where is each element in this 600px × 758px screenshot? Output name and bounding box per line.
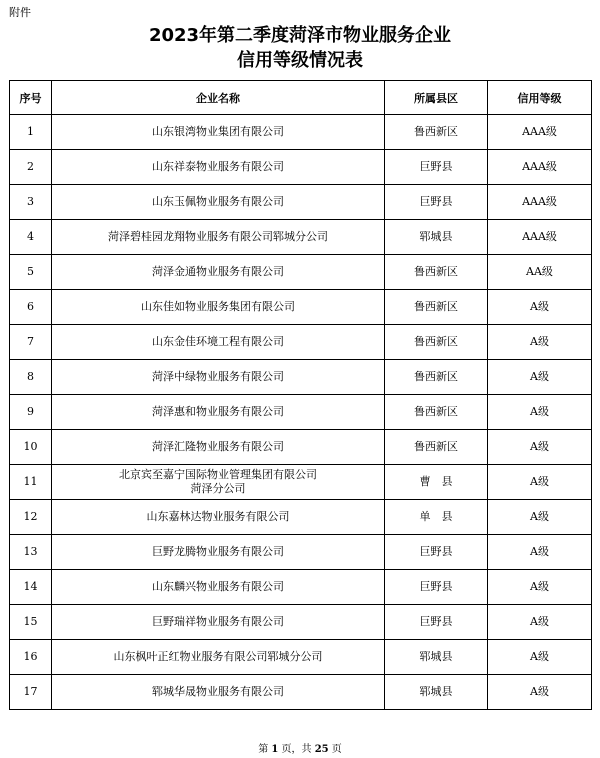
page-title: 2023年第二季度菏泽市物业服务企业	[148, 25, 452, 46]
rating-cell: AAA级	[488, 185, 592, 220]
district-cell: 鲁西新区	[385, 430, 488, 465]
column-header-company: 企业名称	[52, 81, 385, 115]
company-name-cell: 菏泽金通物业服务有限公司	[52, 255, 385, 290]
credit-rating-table	[9, 80, 592, 710]
row-number-cell: 2	[10, 150, 52, 185]
table-row	[10, 430, 592, 465]
table-row	[10, 115, 592, 150]
table-row	[10, 570, 592, 605]
company-name-cell: 巨野龙腾物业服务有限公司	[52, 535, 385, 570]
company-name-cell: 菏泽汇隆物业服务有限公司	[52, 430, 385, 465]
district-cell: 郓城县	[385, 675, 488, 710]
table-row	[10, 220, 592, 255]
row-number-cell: 6	[10, 290, 52, 325]
column-header-number: 序号	[10, 81, 52, 115]
table-row	[10, 605, 592, 640]
district-cell: 郓城县	[385, 220, 488, 255]
column-header-district: 所属县区	[385, 81, 488, 115]
company-name-cell: 山东祥泰物业服务有限公司	[52, 150, 385, 185]
district-cell: 鲁西新区	[385, 395, 488, 430]
company-name-cell: 山东佳如物业服务集团有限公司	[52, 290, 385, 325]
company-name-cell: 山东玉佩物业服务有限公司	[52, 185, 385, 220]
district-cell: 巨野县	[385, 570, 488, 605]
rating-cell: A级	[488, 325, 592, 360]
footer-middle: 页，共	[278, 744, 315, 755]
company-name-line2: 菏泽分公司	[190, 482, 246, 495]
row-number-cell: 15	[10, 605, 52, 640]
company-name-cell: 山东枫叶正红物业服务有限公司郓城分公司	[52, 640, 385, 675]
rating-cell: AAA级	[488, 115, 592, 150]
row-number-cell: 16	[10, 640, 52, 675]
rating-cell: A级	[488, 395, 592, 430]
footer-prefix: 第	[258, 744, 272, 755]
table-row	[10, 185, 592, 220]
district-cell: 鲁西新区	[385, 360, 488, 395]
table-row	[10, 255, 592, 290]
row-number-cell: 17	[10, 675, 52, 710]
company-name-cell: 山东金佳环境工程有限公司	[52, 325, 385, 360]
rating-cell: A级	[488, 360, 592, 395]
row-number-cell: 10	[10, 430, 52, 465]
company-name-line1: 北京宾至嘉宁国际物业管理集团有限公司	[119, 468, 317, 481]
rating-cell: A级	[488, 675, 592, 710]
company-name-cell: 山东银湾物业集团有限公司	[52, 115, 385, 150]
row-number-cell: 9	[10, 395, 52, 430]
row-number-cell: 7	[10, 325, 52, 360]
company-name-cell: 山东嘉林达物业服务有限公司	[52, 500, 385, 535]
district-cell: 巨野县	[385, 150, 488, 185]
table-row	[10, 500, 592, 535]
district-cell: 郓城县	[385, 640, 488, 675]
row-number-cell: 1	[10, 115, 52, 150]
table-header-row	[10, 81, 592, 115]
company-name-cell: 菏泽惠和物业服务有限公司	[52, 395, 385, 430]
company-name-cell: 山东麟兴物业服务有限公司	[52, 570, 385, 605]
page-subtitle: 信用等级情况表	[237, 50, 363, 71]
table-row	[10, 675, 592, 710]
rating-cell: AAA级	[488, 220, 592, 255]
rating-cell: A级	[488, 500, 592, 535]
district-cell: 巨野县	[385, 535, 488, 570]
district-cell: 曹 县	[385, 465, 488, 500]
district-cell: 鲁西新区	[385, 255, 488, 290]
footer-total-pages: 25	[314, 744, 329, 755]
table-row	[10, 150, 592, 185]
attachment-label: 附件	[9, 6, 31, 19]
row-number-cell: 12	[10, 500, 52, 535]
row-number-cell: 5	[10, 255, 52, 290]
district-cell: 鲁西新区	[385, 115, 488, 150]
district-cell: 单 县	[385, 500, 488, 535]
table-row	[10, 395, 592, 430]
row-number-cell: 11	[10, 465, 52, 500]
rating-cell: A级	[488, 290, 592, 325]
rating-cell: AA级	[488, 255, 592, 290]
company-name-cell: 郓城华晟物业服务有限公司	[52, 675, 385, 710]
company-name-cell	[52, 465, 385, 500]
rating-cell: A级	[488, 535, 592, 570]
district-cell: 鲁西新区	[385, 290, 488, 325]
table-row	[10, 640, 592, 675]
district-cell: 巨野县	[385, 185, 488, 220]
rating-cell: A级	[488, 605, 592, 640]
rating-cell: A级	[488, 430, 592, 465]
row-number-cell: 8	[10, 360, 52, 395]
table-row	[10, 535, 592, 570]
rating-cell: AAA级	[488, 150, 592, 185]
company-name-cell: 巨野瑞祥物业服务有限公司	[52, 605, 385, 640]
rating-cell: A级	[488, 640, 592, 675]
row-number-cell: 3	[10, 185, 52, 220]
rating-cell: A级	[488, 570, 592, 605]
rating-cell: A级	[488, 465, 592, 500]
table-row	[10, 465, 592, 500]
district-cell: 鲁西新区	[385, 325, 488, 360]
page-footer	[0, 740, 600, 755]
footer-suffix: 页	[328, 744, 342, 755]
company-name-cell: 菏泽中绿物业服务有限公司	[52, 360, 385, 395]
company-name-cell: 菏泽碧桂园龙翔物业服务有限公司郓城分公司	[52, 220, 385, 255]
table-row	[10, 360, 592, 395]
column-header-rating: 信用等级	[488, 81, 592, 115]
row-number-cell: 14	[10, 570, 52, 605]
table-row	[10, 325, 592, 360]
footer-page-number: 1	[271, 744, 279, 755]
table-row	[10, 290, 592, 325]
row-number-cell: 13	[10, 535, 52, 570]
district-cell: 巨野县	[385, 605, 488, 640]
row-number-cell: 4	[10, 220, 52, 255]
